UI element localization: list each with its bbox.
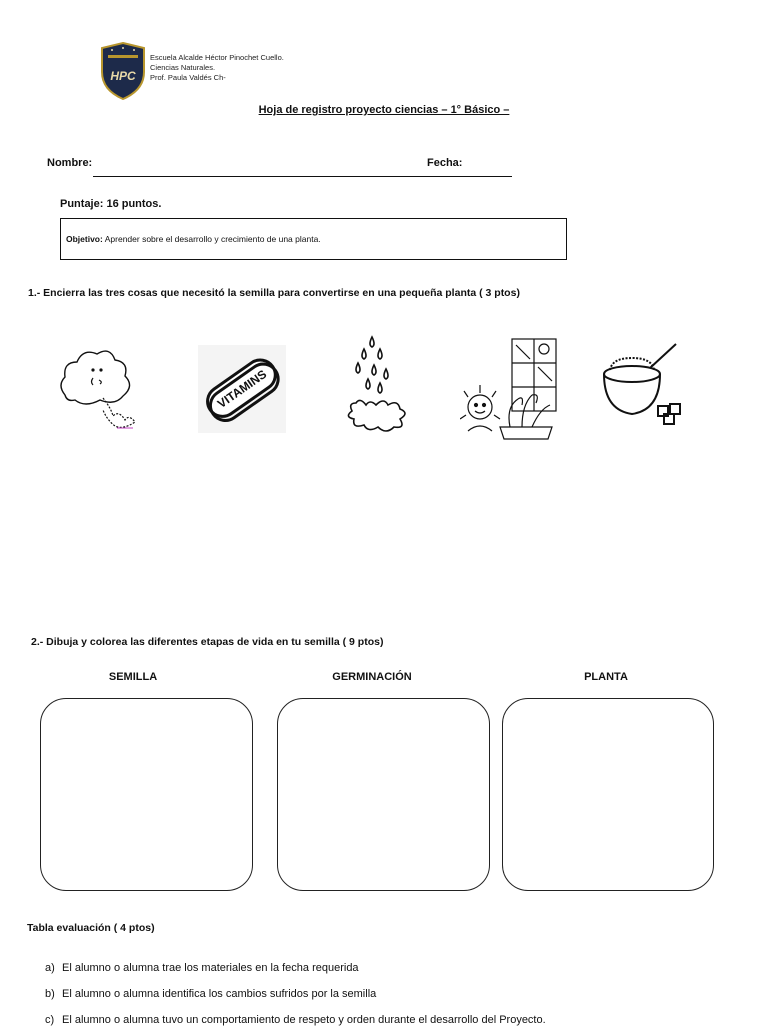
stage-label-seed: SEMILLA	[108, 671, 158, 683]
stage-label-plant: PLANTA	[584, 671, 628, 683]
criterion-text: El alumno o alumna trae los materiales en la fecha requerida	[62, 962, 359, 974]
pill-label: VITAMINS	[214, 367, 270, 411]
school-info	[150, 53, 284, 83]
stage-label-germination: GERMINACIÓN	[332, 671, 412, 683]
drawing-box-plant[interactable]	[502, 698, 714, 891]
sun-window-plant-icon[interactable]	[460, 335, 558, 443]
criterion-text: El alumno o alumna identifica los cambios sufridos por la semilla	[62, 988, 377, 1000]
objective-label: Objetivo:	[66, 234, 103, 244]
teacher: Prof. Paula Valdés Ch-	[150, 73, 226, 82]
name-label: Nombre:	[47, 157, 93, 169]
criterion-letter: c)	[45, 1014, 55, 1026]
school-logo	[100, 42, 146, 100]
criterion-text: El alumno o alumna tuvo un comportamiento de respeto y orden durante el desarrollo del Proyecto.	[62, 1014, 546, 1026]
wind-cloud-icon[interactable]	[55, 340, 145, 435]
criterion-b	[45, 988, 376, 1000]
criterion-letter: b)	[45, 988, 55, 1000]
sugar-bowl-icon[interactable]	[600, 340, 690, 430]
subject: Ciencias Naturales.	[150, 63, 216, 72]
question-2: 2.- Dibuja y colorea las diferentes etapas de vida en tu semilla ( 9 ptos)	[31, 636, 384, 648]
criterion-a	[45, 962, 359, 974]
objective-body: Aprender sobre el desarrollo y crecimiento de una planta.	[102, 234, 321, 244]
score-text: Puntaje: 16 puntos.	[60, 198, 162, 210]
criterion-letter: a)	[45, 962, 55, 974]
page-title: Hoja de registro proyecto ciencias – 1° Básico –	[258, 104, 510, 116]
name-field[interactable]	[93, 176, 512, 177]
school-name: Escuela Alcalde Héctor Pinochet Cuello.	[150, 53, 284, 62]
date-label: Fecha:	[427, 157, 463, 169]
drawing-box-seed[interactable]	[40, 698, 253, 891]
evaluation-title: Tabla evaluación ( 4 ptos)	[27, 922, 155, 934]
criterion-c	[45, 1014, 546, 1026]
vitamin-pill-icon[interactable]	[198, 345, 286, 433]
drawing-box-germination[interactable]	[277, 698, 490, 891]
water-drops-icon[interactable]	[340, 333, 420, 438]
logo-text: HPC	[110, 69, 136, 83]
question-1: 1.- Encierra las tres cosas que necesitó la semilla para convertirse en una pequeña planta ( 3 ptos)	[28, 287, 520, 299]
objective-text	[66, 234, 321, 244]
